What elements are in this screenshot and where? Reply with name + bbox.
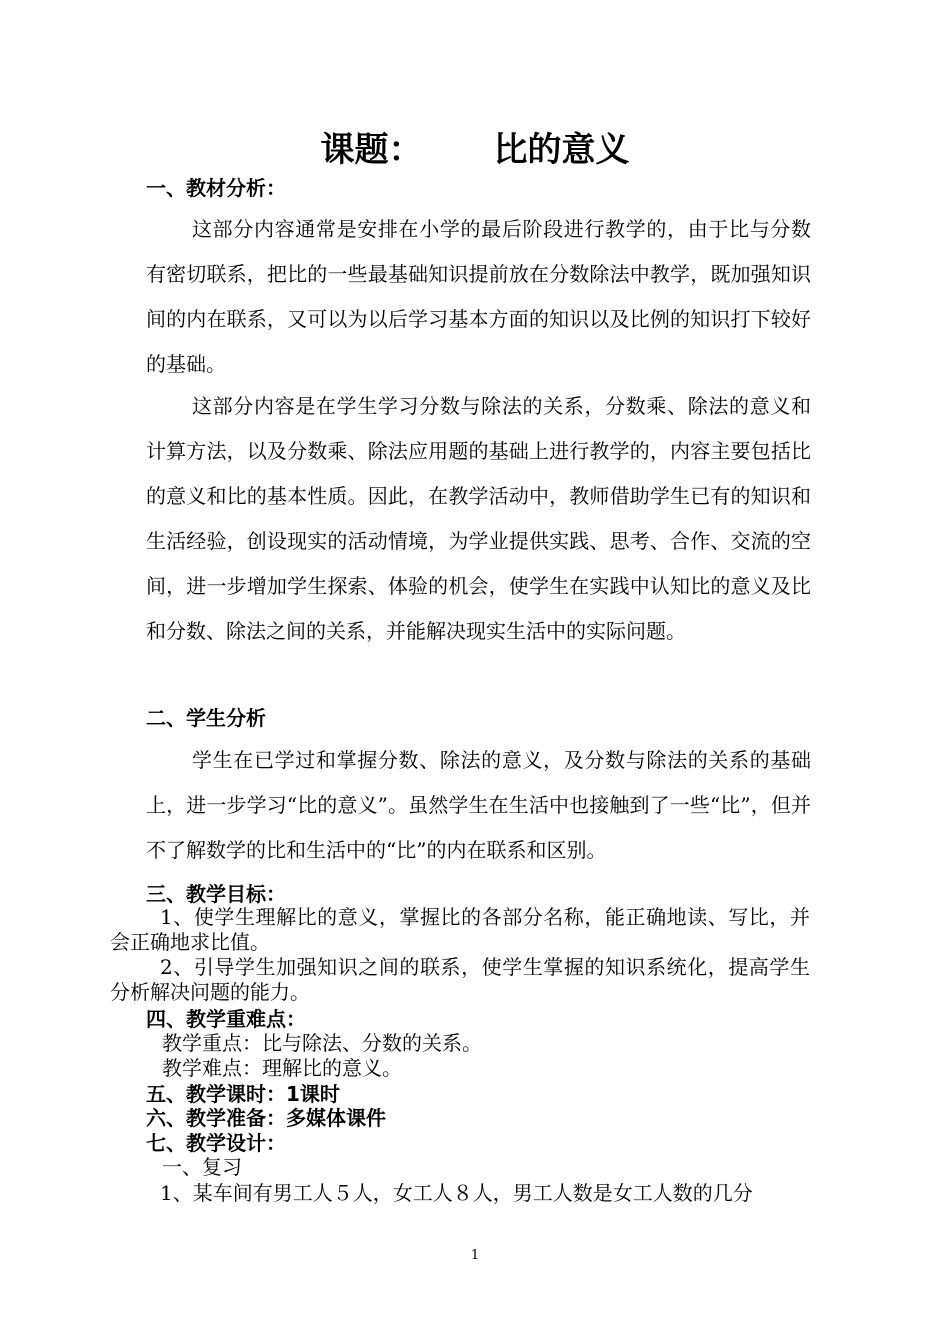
- review-question-1: 1、某车间有男工人５人，女工人８人，男工人数是女工人数的几分: [160, 1181, 753, 1205]
- paragraph-textbook-analysis-1: 这部分内容通常是安排在小学的最后阶段进行教学的，由于比与分数有密切联系，把比的一些最基础知识提前放在分数除法中教学，既加强知识间的内在联系，又可以为以后学习基本方面的知识以及比例的知识打下较好的基础。: [146, 217, 811, 376]
- goal-item-1: 1、使学生理解比的意义，掌握比的各部分名称，能正确地读、写比，并会正确地求比值。: [110, 905, 810, 954]
- paragraph-student-analysis: 学生在已学过和掌握分数、除法的意义，及分数与除法的关系的基础上，进一步学习“比的意义”。虽然学生在生活中也接触到了一些“比”，但并不了解数学的比和生活中的“比”的内在联系和区别。: [146, 748, 811, 862]
- key-point-text: 教学重点：比与除法、分数的关系。: [162, 1031, 482, 1055]
- review-heading: 一、复习: [162, 1155, 242, 1179]
- section-heading-preparation: 六、教学准备：多媒体课件: [146, 1106, 386, 1130]
- section-heading-teaching-goals: 三、教学目标：: [146, 882, 286, 906]
- section-heading-textbook-analysis: 一、教材分析：: [146, 176, 286, 200]
- section-heading-teaching-design: 七、教学设计：: [146, 1131, 286, 1155]
- paragraph-textbook-analysis-2: 这部分内容是在学生学习分数与除法的关系，分数乘、除法的意义和计算方法，以及分数乘、除法应用题的基础上进行教学的，内容主要包括比的意义和比的基本性质。因此，在教学活动中，教师借助学生已有的知识和生活经验，创设现实的活动情境，为学业提供实践、思考、合作、交流的空间，进一步增加学生探索、体验的机会，使学生在实践中认知比的意义及比和分数、除法之间的关系，并能解决现实生活中的实际问题。: [146, 394, 811, 643]
- section-heading-student-analysis: 二、学生分析: [146, 706, 266, 730]
- page-title: 课题： 比的意义: [320, 130, 630, 170]
- goal-item-2: 2、引导学生加强知识之间的联系，使学生掌握的知识系统化，提高学生分析解决问题的能力。: [110, 955, 810, 1004]
- difficult-point-text: 教学难点：理解比的意义。: [162, 1056, 402, 1080]
- section-heading-key-points: 四、教学重难点：: [146, 1007, 306, 1031]
- section-heading-class-hours: 五、教学课时：1课时: [146, 1082, 340, 1106]
- page-number: 1: [470, 1248, 480, 1263]
